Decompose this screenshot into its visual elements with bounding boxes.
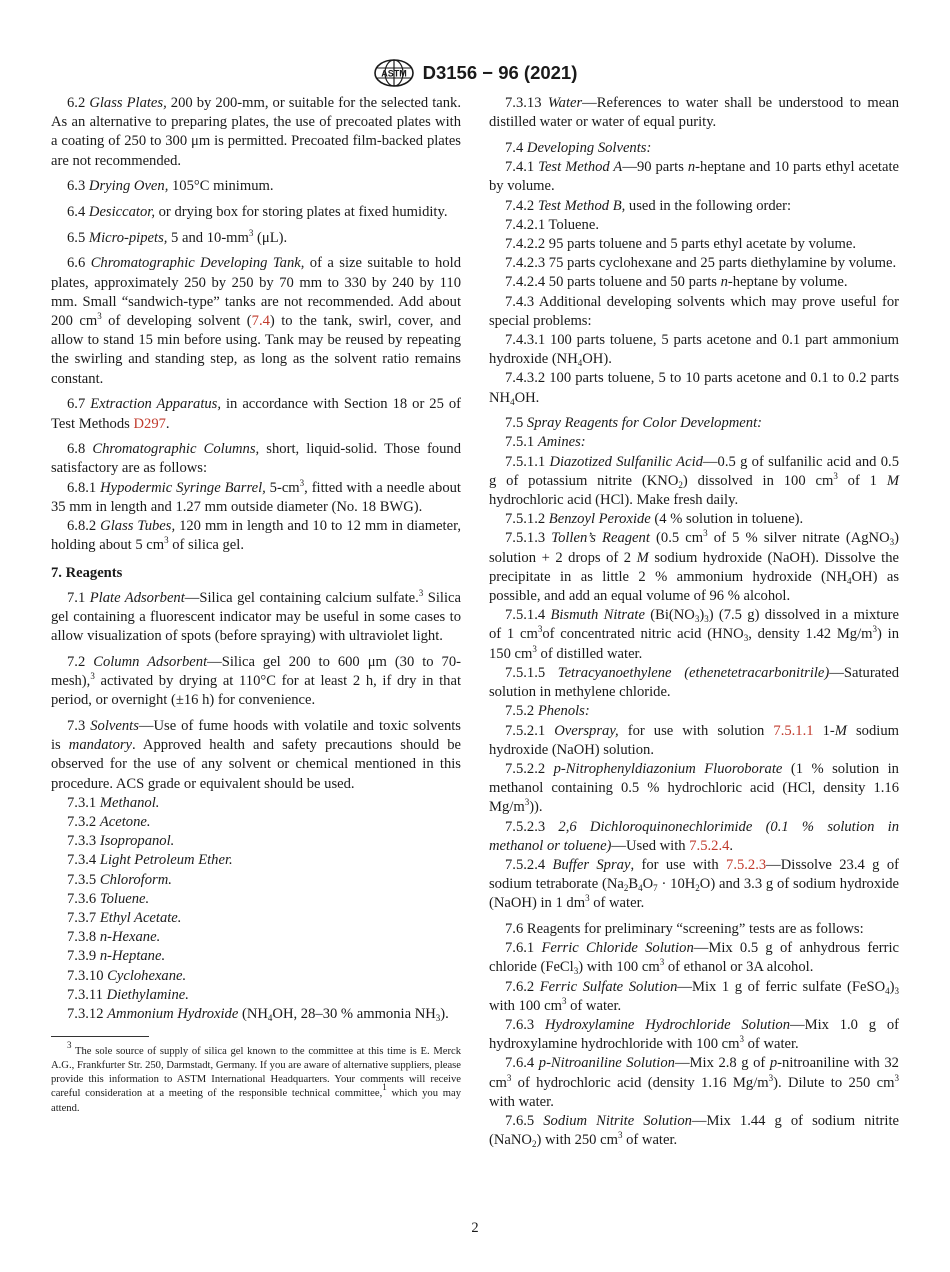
left-column — [51, 94, 461, 1116]
para-6-2: 6.2 Glass Plates, 200 by 200-mm, or suitable for the selected tank. As an alternative to preparing plates, the use of precoated plates with a coating of 250 to 300 μm is permitted. Precoated film-backed plates are not recommended. — [51, 95, 461, 169]
para-7-5-1-4: 7.5.1.4 Bismuth Nitrate $(Bi(NO_3)_3)$ (7.5 g) dissolved in a mixture of 1 $cm^3of$ concentrated nitric acid ($HNO_3$, density 1.42 $Mg/m^3$) in 150 $cm^3$ of distilled water. — [489, 607, 899, 662]
footnote-divider — [51, 1036, 149, 1037]
list-item: 7.3.6 Toluene. — [67, 890, 150, 907]
xref-d297[interactable]: D297 — [133, 415, 166, 432]
para-7-3: 7.3 Solvents—Use of fume hoods with volatile and toxic solvents is mandatory. Approved health and safety precautions should be observed for the use of any solvent or chemical mentioned in this procedure. ACS grade or equivalent should be used. — [51, 717, 462, 792]
right-column — [489, 94, 899, 1150]
list-item: 7.3.2 Acetone. — [67, 813, 151, 830]
para-7-5: 7.5 Spray Reagents for Color Development: — [505, 415, 762, 432]
para-7-5-2: 7.5.2 Phenols: — [505, 703, 590, 720]
para-7-6: 7.6 Reagents for preliminary “screening” tests are as follows: — [505, 921, 864, 938]
para-7-5-2-3: 7.5.2.3 2,6 Dichloroquinonechlorimide (0.1 % solution in methanol or toluene)—Used with 7.5.2.4. — [489, 818, 899, 854]
xref-7-5-2-4[interactable]: 7.5.2.4 — [689, 837, 730, 854]
xref-7-5-2-3[interactable]: 7.5.2.3 — [726, 856, 767, 873]
section-heading-reagents: 7. Reagents — [51, 565, 123, 582]
para-7-4-2-3: 7.4.2.3 75 parts cyclohexane and 25 parts diethylamine by volume. — [505, 255, 897, 272]
para-7-5-1-1: 7.5.1.1 Diazotized Sulfanilic Acid—0.5 g of sulfanilic acid and 0.5 g of potassium nitrite $(KNO_2)$ dissolved in 100 $cm^3$ of 1 M hydrochloric acid (HCl). Make fresh daily. — [489, 453, 899, 509]
para-7-5-1-5: 7.5.1.5 Tetracyanoethylene (ethenetetracarbonitrile)—Saturated solution in methylene chloride. — [489, 664, 899, 701]
para-7-5-2-1: 7.5.2.1 Overspray, for use with solution 7.5.1.1 1-M sodium hydroxide (NaOH) solution. — [489, 722, 899, 758]
list-item: 7.3.7 Ethyl Acetate. — [67, 909, 182, 926]
para-7-4-1: 7.4.1 Test Method A—90 parts n-heptane and 10 parts ethyl acetate by volume. — [489, 159, 899, 195]
page-header — [0, 58, 950, 88]
para-7-4-2: 7.4.2 Test Method B, used in the following order: — [505, 197, 792, 214]
para-7-5-2-4: 7.5.2.4 Buffer Spray, for use with 7.5.2.3—Dissolve 23.4 g of sodium tetraborate $(Na_2B_4O_7 \cdot 10H_2O)$ and 3.3 g of sodium hydroxide (NaOH) in 1 $dm^3$ of water. — [489, 856, 899, 912]
para-7-3-13: 7.3.13 Water—References to water shall be understood to mean distilled water or water of equal purity. — [489, 95, 899, 131]
document-designation: D3156 − 96 (2021) — [422, 62, 578, 83]
para-6-6: 6.6 Chromatographic Developing Tank, of a size suitable to hold plates, approximately 250 by 250 by 70 mm to 330 by 240 by 110 mm. Small “sandwich-type” tanks are not recommended. Add about 200 $cm^3$ of developing solvent (7.4) to the tank, swirl, cover, and allow to stand 15 min before using. Tank may be reused by repeating the swirling and standing step, as long as the solvent ratio remains constant. — [51, 255, 461, 387]
xref-7-5-1-1[interactable]: 7.5.1.1 — [773, 722, 814, 739]
para-7-6-3: 7.6.3 Hydroxylamine Hydrochloride Solution—Mix 1.0 g of hydroxylamine hydrochloride with 100 $cm^3$ of water. — [489, 1017, 899, 1053]
xref-7-4[interactable]: 7.4 — [251, 313, 270, 330]
para-6-8-2: 6.8.2 Glass Tubes, 120 mm in length and 10 to 12 mm in diameter, holding about 5 $cm^3$ of silica gel. — [51, 518, 461, 554]
list-item: 7.3.1 Methanol. — [67, 794, 160, 811]
para-7-6-5: 7.6.5 Sodium Nitrite Solution—Mix 1.44 g of sodium nitrite (NaNO$_2$) with 250 $cm^3$ of water. — [489, 1113, 899, 1150]
para-7-6-2: 7.6.2 Ferric Sulfate Solution—Mix 1 g of ferric sulfate $(FeSO_4)_3$ with 100 $cm^3$ of water. — [489, 978, 899, 1014]
para-7-4-2-4: 7.4.2.4 50 parts toluene and 50 parts n-heptane by volume. — [505, 274, 848, 291]
para-7-4-3-1: 7.4.3.1 100 parts toluene, 5 parts acetone and 0.1 part ammonium hydroxide $(NH_4OH)$. — [489, 331, 899, 369]
para-7-4-3-2: 7.4.3.2 100 parts toluene, 5 to 10 parts acetone and 0.1 to 0.2 parts $NH_4OH$. — [489, 370, 899, 407]
para-7-4-2-1: 7.4.2.1 Toluene. — [505, 216, 599, 233]
list-item: 7.3.10 Cyclohexane. — [67, 967, 187, 984]
para-6-7: 6.7 Extraction Apparatus, in accordance with Section 18 or 25 of Test Methods D297. — [51, 396, 462, 432]
para-7-3-12: 7.3.12 Ammonium Hydroxide ($NH_4OH$, 28–30 % ammonia $NH_3$). — [67, 1005, 449, 1023]
para-7-4-2-2: 7.4.2.2 95 parts toluene and 5 parts ethyl acetate by volume. — [505, 235, 856, 252]
para-6-8: 6.8 Chromatographic Columns, short, liquid-solid. Those found satisfactory are as follows: — [51, 441, 461, 477]
para-7-5-1-2: 7.5.1.2 Benzoyl Peroxide (4 % solution in toluene). — [505, 511, 804, 528]
para-6-3: 6.3 Drying Oven, 105°C minimum. — [67, 178, 274, 195]
para-7-1: 7.1 Plate Adsorbent—Silica gel containing calcium sulfate.$^3$ Silica gel containing a fluorescent indicator may be useful in some cases to allow visualization of spots (before spraying) with ultraviolet light. — [51, 587, 461, 645]
page-number: 2 — [471, 1220, 479, 1236]
list-item: 7.3.11 Diethylamine. — [67, 986, 189, 1003]
list-item: 7.3.8 n-Hexane. — [67, 929, 161, 946]
para-7-2: 7.2 Column Adsorbent—Silica gel 200 to 600 μm (30 to 70-mesh),$^3$ activated by drying at 110°C for at least 2 h, if dry in that period, or overnight (±16 h) for convenience. — [51, 653, 461, 709]
footnote-3: $^3$ The sole source of supply of silica gel known to the committee at this time is E. Merck A.G., Frankfurter Str. 250, Darmstadt, Germany. If you are aware of alternative suppliers, please provide this information to ASTM International Headquarters. Your comments will receive careful consideration at a meeting of the responsible technical committee,$^1$ which you may attend. — [51, 1040, 461, 1114]
para-7-5-1-3: 7.5.1.3 Tollen’s Reagent (0.5 $cm^3$ of 5 % silver nitrate (AgNO$_3$) solution + 2 drops of 2 M sodium hydroxide (NaOH). Dissolve the precipitate in as little 2 % ammonium hydroxide $(NH_4OH)$ as possible, and add an equal volume of 96 % alcohol. — [489, 528, 900, 605]
list-item: 7.3.3 Isopropanol. — [67, 833, 175, 850]
para-7-5-1: 7.5.1 Amines: — [505, 434, 586, 451]
astm-logo — [373, 58, 415, 88]
para-6-4: 6.4 Desiccator, or drying box for storing plates at fixed humidity. — [67, 204, 448, 221]
para-7-6-4: 7.6.4 p-Nitroaniline Solution—Mix 2.8 g of p-nitroaniline with 32 $cm^3$ of hydrochloric acid (density 1.16 $Mg/m^3$). Dilute to 250 $cm^3$ with water. — [489, 1055, 899, 1110]
para-6-5: 6.5 Micro-pipets, 5 and $10-mm^3$ (μL). — [67, 227, 288, 246]
list-item: 7.3.4 Light Petroleum Ether. — [67, 852, 233, 869]
para-7-6-1: 7.6.1 Ferric Chloride Solution—Mix 0.5 g of anhydrous ferric chloride (FeCl$_3$) with 100 $cm^3$ of ethanol or 3A alcohol. — [489, 940, 899, 977]
list-item: 7.3.9 n-Heptane. — [67, 948, 166, 965]
para-7-4: 7.4 Developing Solvents: — [505, 139, 652, 156]
astm-logo-text: ASTM — [380, 68, 407, 79]
para-6-8-1: 6.8.1 Hypodermic Syringe Barrel, $5-cm^3$, fitted with a needle about 35 mm in length and 1.27 mm outside diameter (No. 18 BWG). — [51, 477, 461, 515]
list-item: 7.3.5 Chloroform. — [67, 871, 172, 888]
para-7-4-3: 7.4.3 Additional developing solvents which may prove useful for special problems: — [489, 293, 899, 329]
para-7-5-2-2: 7.5.2.2 p-Nitrophenyldiazonium Fluoroborate (1 % solution in methanol containing 0.5 % hydrochloric acid (HCl, density 1.16 $Mg/m^3$)). — [489, 760, 899, 816]
